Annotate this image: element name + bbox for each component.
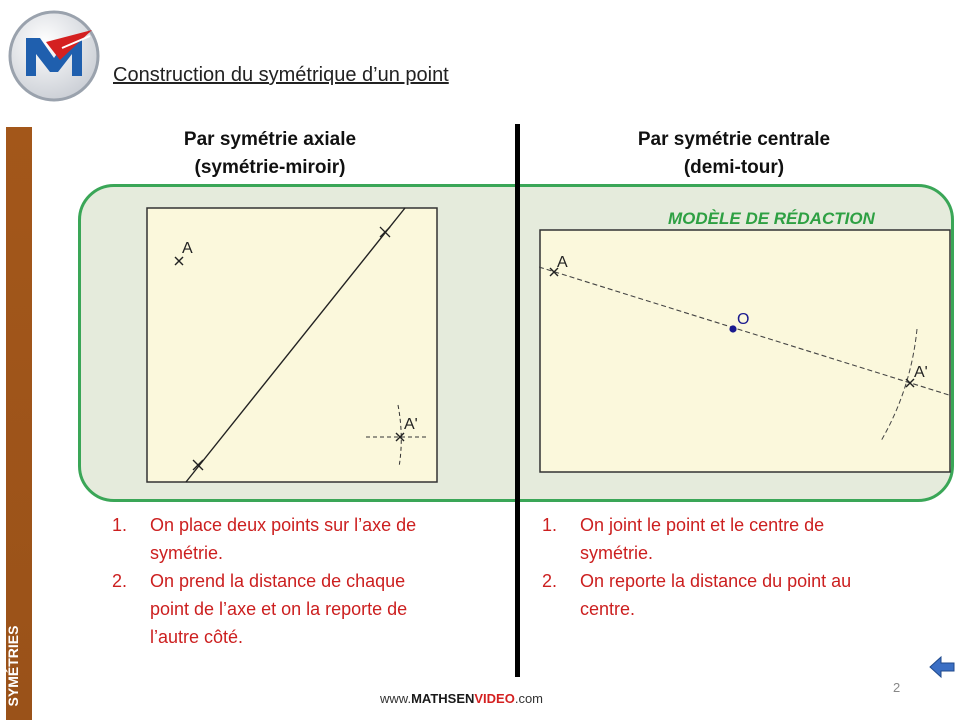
step-number: 2. xyxy=(112,571,128,591)
sidebar-label: SYMÉTRIES xyxy=(5,625,21,707)
step-text: On prend la distance de chaque xyxy=(150,571,406,591)
step-text: centre. xyxy=(580,599,636,619)
list-item xyxy=(112,511,492,567)
column-divider xyxy=(515,124,520,677)
left-heading-line1: Par symétrie axiale xyxy=(183,129,357,150)
right-steps-list xyxy=(542,511,922,623)
point-a-prime-label: A' xyxy=(404,416,418,433)
mathsenvideo-logo xyxy=(6,8,102,104)
model-label: MODÈLE DE RÉDACTION xyxy=(668,209,875,228)
point-a-label: A xyxy=(557,254,568,271)
url-suffix: .com xyxy=(514,691,544,706)
right-column-heading xyxy=(594,126,874,182)
center-point xyxy=(729,325,736,332)
left-column-heading xyxy=(150,126,390,182)
figure-frame xyxy=(540,230,950,472)
step-text: On joint le point et le centre de xyxy=(580,515,825,535)
slide-title: Construction du symétrique d’un point xyxy=(113,64,449,86)
footer-url[interactable] xyxy=(380,691,543,706)
central-symmetry-figure xyxy=(539,229,951,473)
axial-symmetry-figure xyxy=(146,207,438,483)
step-number: 1. xyxy=(112,515,128,535)
step-text: l’autre côté. xyxy=(150,627,244,647)
page-number: 2 xyxy=(893,680,901,695)
left-heading-line2: (symétrie-miroir) xyxy=(194,157,346,178)
step-text: On reporte la distance du point au xyxy=(580,571,852,591)
brand-part2: VIDEO xyxy=(474,691,515,706)
point-a-label: A xyxy=(182,240,193,257)
back-arrow-icon[interactable] xyxy=(928,654,956,680)
brand-part1: MATHSEN xyxy=(411,691,475,706)
url-prefix: www. xyxy=(380,691,412,706)
right-heading-line1: Par symétrie centrale xyxy=(637,129,831,150)
step-text: symétrie. xyxy=(150,543,224,563)
step-text: point de l’axe et on la reporte de xyxy=(150,599,408,619)
center-point-label: O xyxy=(737,311,750,328)
step-text: On place deux points sur l’axe de xyxy=(150,515,417,535)
list-item xyxy=(542,567,922,623)
right-heading-line2: (demi-tour) xyxy=(683,157,785,178)
point-a-prime-label: A' xyxy=(914,364,928,381)
list-item xyxy=(542,511,922,567)
step-number: 1. xyxy=(542,515,558,535)
step-number: 2. xyxy=(542,571,558,591)
step-text: symétrie. xyxy=(580,543,654,563)
list-item xyxy=(112,567,492,651)
left-steps-list xyxy=(112,511,492,651)
